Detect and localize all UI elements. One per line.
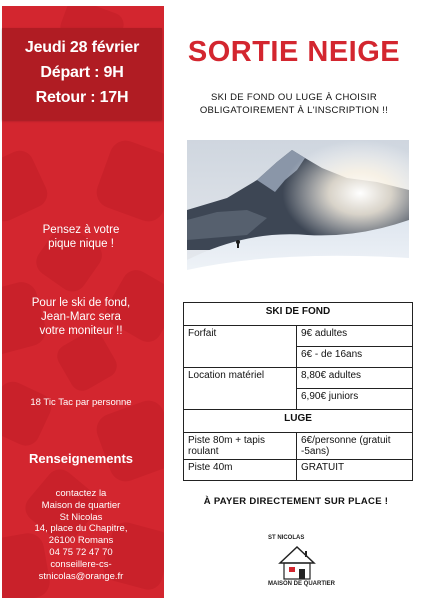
page-title: SORTIE NEIGE bbox=[187, 36, 401, 68]
table-row bbox=[184, 326, 413, 347]
contact-block: contactez la Maison de quartier St Nicolas 14, place du Chapitre, 26100 Romans 04 75 72 47 70 conseillere-cs- stnicolas@orange.fr bbox=[4, 488, 158, 582]
maison-de-quartier-logo bbox=[262, 533, 336, 589]
email-line-1[interactable]: conseillere-cs- bbox=[50, 558, 112, 570]
location-junior-price: 6,90€ juniors bbox=[297, 389, 413, 410]
return-time: Retour : 17H bbox=[35, 89, 129, 106]
forfait-junior-price: 6€ - de 16ans bbox=[297, 347, 413, 368]
payment-note: À PAYER DIRECTEMENT SUR PLACE ! bbox=[203, 496, 389, 507]
ski-instructor-info: Pour le ski de fond, Jean-Marc sera votre moniteur !! bbox=[31, 297, 131, 337]
forfait-label: Forfait bbox=[184, 326, 297, 368]
location-adult-price: 8,80€ adultes bbox=[297, 368, 413, 389]
email-line-2[interactable]: stnicolas@orange.fr bbox=[38, 570, 124, 582]
departure-time: Départ : 9H bbox=[40, 64, 124, 81]
picnic-reminder: Pensez à votre pique nique ! bbox=[42, 224, 120, 250]
info-heading: Renseignements bbox=[28, 451, 134, 466]
table-row bbox=[184, 368, 413, 389]
subtitle: SKI DE FOND OU LUGE À CHOISIR OBLIGATOIREMENT À L'INSCRIPTION !! bbox=[199, 92, 389, 116]
date-banner bbox=[2, 28, 162, 120]
piste40-price: GRATUIT bbox=[297, 460, 413, 481]
price-table bbox=[183, 302, 413, 481]
table-row bbox=[184, 460, 413, 481]
piste80-label: Piste 80m + tapis roulant bbox=[184, 433, 297, 460]
piste40-label: Piste 40m bbox=[184, 460, 297, 481]
table-row bbox=[184, 433, 413, 460]
logo-bottom-text: MAISON DE QUARTIER bbox=[268, 581, 336, 587]
logo-top-text: ST NICOLAS bbox=[268, 535, 305, 541]
event-date: Jeudi 28 février bbox=[24, 39, 140, 56]
table-row bbox=[184, 303, 413, 326]
forfait-adult-price: 9€ adultes bbox=[297, 326, 413, 347]
luge-header: LUGE bbox=[184, 410, 413, 433]
piste80-price: 6€/personne (gratuit -5ans) bbox=[297, 433, 413, 460]
tictac-note: 18 Tic Tac par personne bbox=[30, 397, 132, 408]
phone-number: 04 75 72 47 70 bbox=[49, 546, 113, 558]
mountain-photo bbox=[187, 140, 409, 292]
location-label: Location matériel bbox=[184, 368, 297, 410]
table-row bbox=[184, 410, 413, 433]
ski-header: SKI DE FOND bbox=[184, 303, 413, 326]
